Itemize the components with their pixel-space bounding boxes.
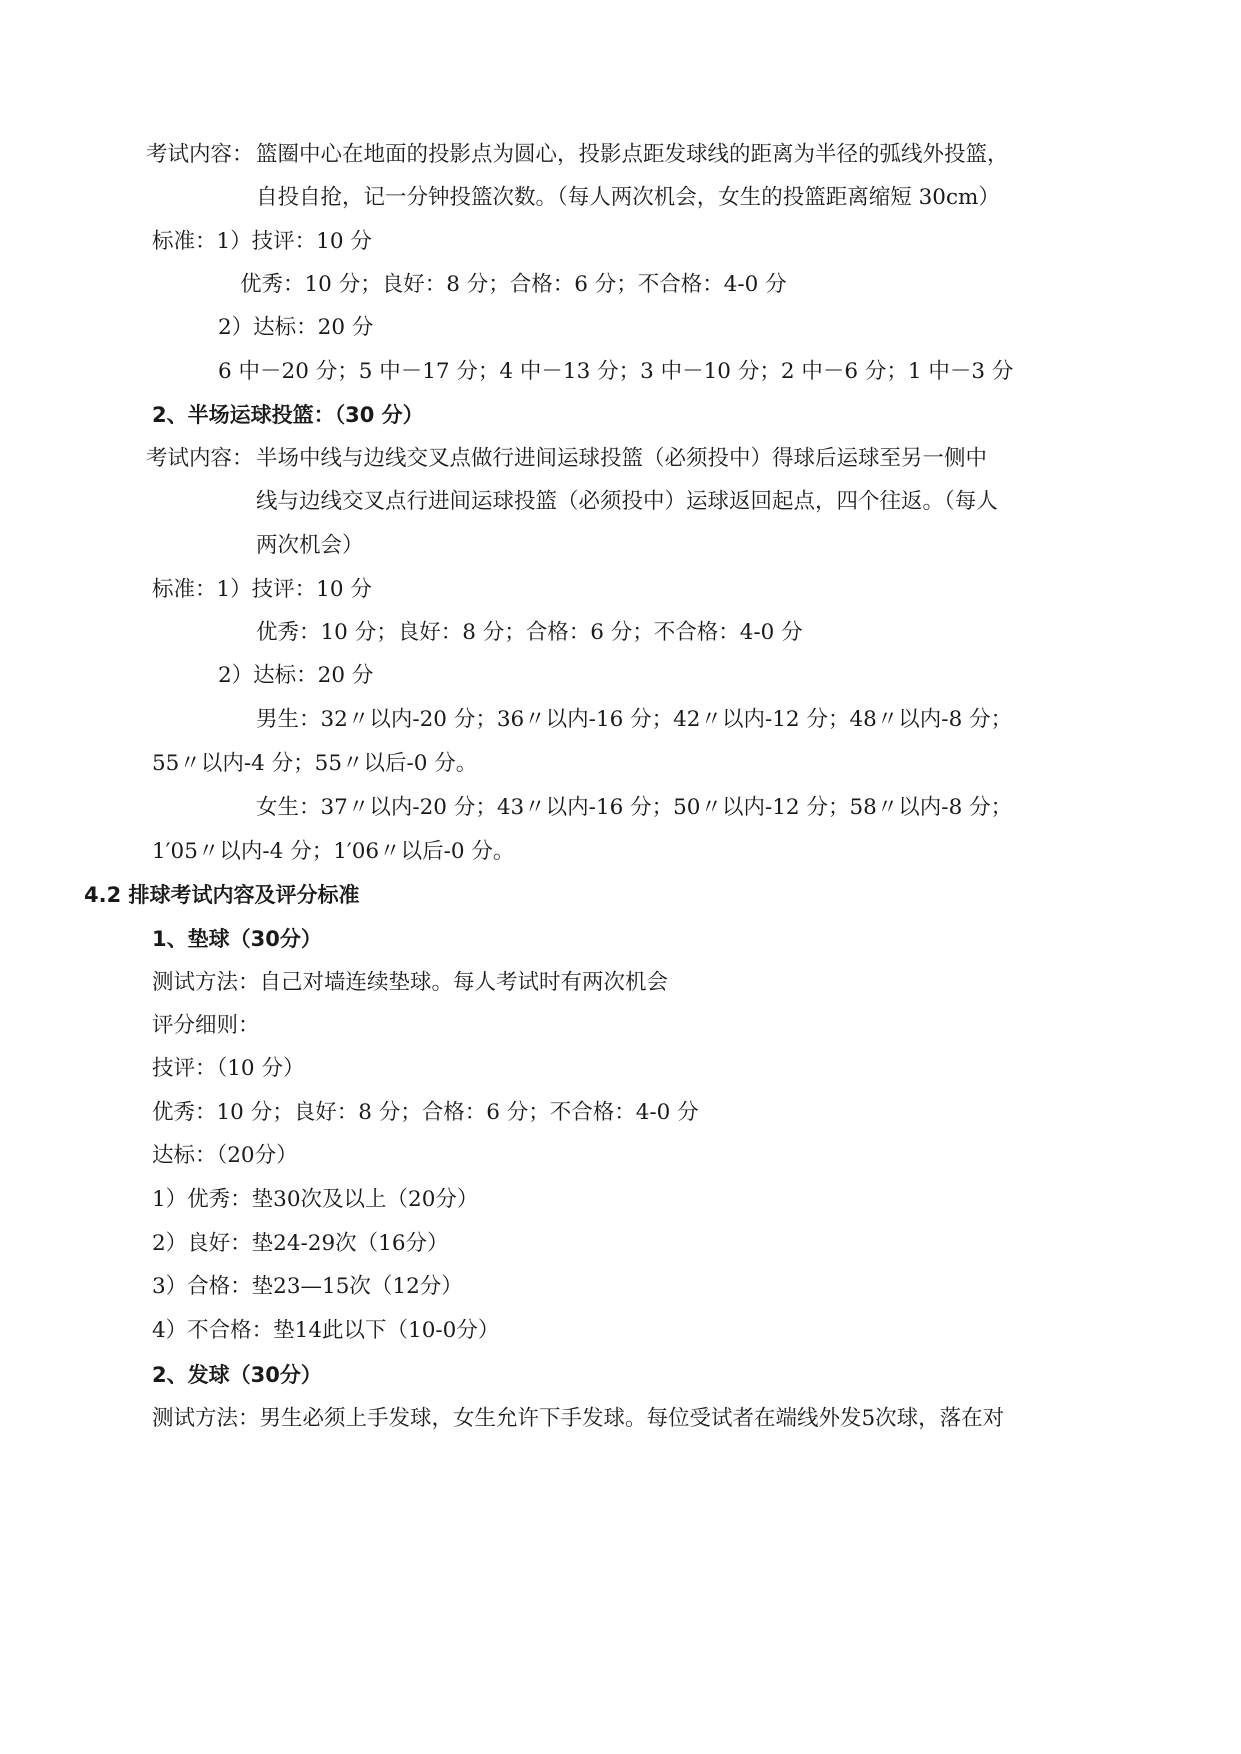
rules-label: 评分细则： (152, 1013, 260, 1038)
standard-target: 2）达标：20 分 (218, 315, 374, 340)
list-item: 4）不合格：垫14此以下（10-0分） (152, 1318, 500, 1343)
content-text-line: 半场中线与边线交叉点做行进间运球投篮（必须投中）得球后运球至另一侧中 (256, 446, 988, 471)
test-method: 测试方法：男生必须上手发球，女生允许下手发球。每位受试者在端线外发5次球，落在对 (152, 1406, 1005, 1431)
standard-label: 达标：（20分） (152, 1143, 298, 1168)
content-text-line: 两次机会） (256, 533, 364, 558)
female-scores-cont: 1′05〃以内-4 分；1′06〃以后-0 分。 (152, 839, 515, 864)
score-table: 6 中－20 分；5 中－17 分；4 中－13 分；3 中－10 分；2 中－6 分；1 中－3 分 (218, 359, 1014, 384)
test-method: 测试方法：自己对墙连续垫球。每人考试时有两次机会 (152, 970, 669, 995)
technique-label: 技评：（10 分） (152, 1056, 305, 1081)
section-heading: 2、半场运球投篮：（30 分） (152, 403, 424, 427)
standard-technique: 标准：1）技评：10 分 (152, 229, 372, 254)
standard-technique: 标准：1）技评：10 分 (152, 577, 372, 602)
content-text-line: 篮圈中心在地面的投影点为圆心，投影点距发球线的距离为半径的弧线外投篮， (256, 142, 1009, 167)
content-label: 考试内容： (146, 446, 254, 471)
standard-target: 2）达标：20 分 (218, 663, 374, 688)
content-text-line: 线与边线交叉点行进间运球投篮（必须投中）运球返回起点，四个往返。（每人 (256, 489, 998, 514)
male-scores: 男生：32〃以内-20 分；36〃以内-16 分；42〃以内-12 分；48〃以内-8 分； (256, 707, 1013, 732)
list-item: 2）良好：垫24-29次（16分） (152, 1231, 449, 1256)
content-label: 考试内容： (146, 142, 254, 167)
male-scores-cont: 55〃以内-4 分；55〃以后-0 分。 (152, 751, 478, 776)
content-text-line: 自投自抢，记一分钟投篮次数。（每人两次机会，女生的投篮距离缩短 30cm） (256, 185, 1000, 210)
subsection-heading: 2、发球（30分） (152, 1363, 322, 1387)
grade-scale: 优秀：10 分；良好：8 分；合格：6 分；不合格：4-0 分 (152, 1100, 699, 1125)
grade-scale: 优秀：10 分；良好：8 分；合格：6 分；不合格：4-0 分 (256, 620, 803, 645)
section-title: 4.2 排球考试内容及评分标准 (84, 883, 360, 907)
list-item: 3）合格：垫23—15次（12分） (152, 1274, 463, 1299)
list-item: 1）优秀：垫30次及以上（20分） (152, 1187, 479, 1212)
grade-scale: 优秀：10 分；良好：8 分；合格：6 分；不合格：4-0 分 (240, 272, 787, 297)
subsection-heading: 1、垫球（30分） (152, 927, 322, 951)
female-scores: 女生：37〃以内-20 分；43〃以内-16 分；50〃以内-12 分；58〃以内-8 分； (256, 795, 1013, 820)
